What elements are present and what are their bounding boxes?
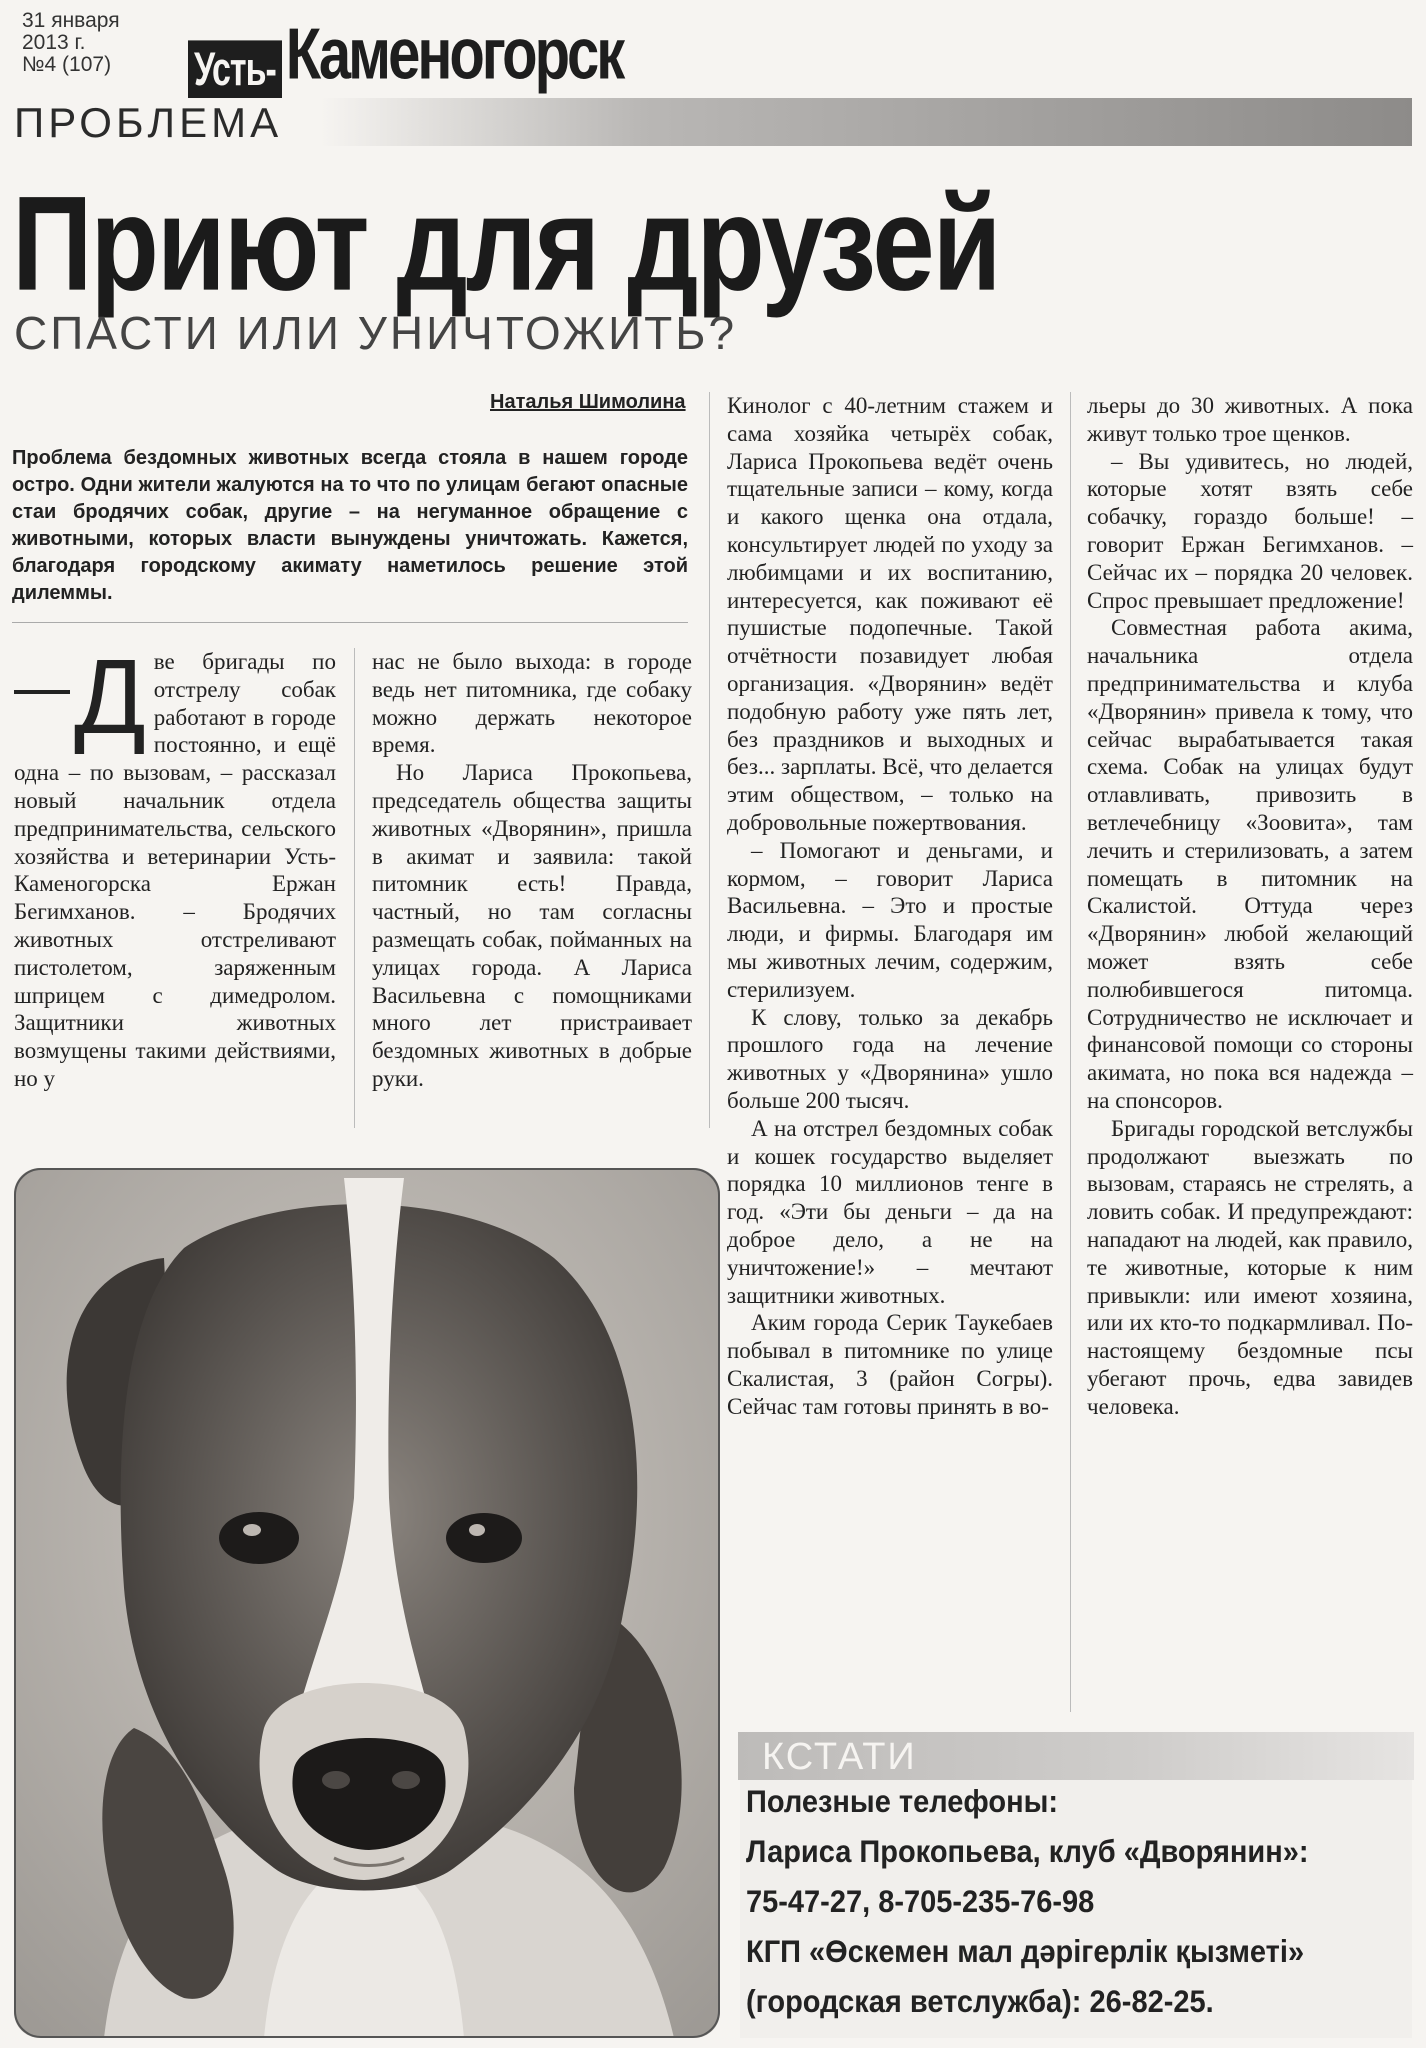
sidebar-line: Лариса Прокопьева, клуб «Дворянин»: — [746, 1834, 1309, 1870]
dialogue-dash — [14, 690, 70, 694]
paragraph: – Вы удивитесь, но людей, которые хотят взять себе собачку, гораздо больше! – говорит Ержан Бегимханов. – Сейчас их – порядка 20 человек. Спрос превышает предложение! — [1087, 448, 1413, 613]
paragraph: Но Лариса Прокопьева, председатель общества защиты животных «Дворянин», пришла в акимат и заявила: такой питомник есть! Правда, частный, но там согласны размещать собак, пойманных на улицах города. А Лариса Васильевна с помощниками много лет пристраивает бездомных животных в добрые руки. — [372, 760, 692, 1091]
article-column-4 — [1087, 392, 1413, 1420]
masthead-logo — [188, 13, 623, 97]
paragraph: Бригады городской ветслужбы продолжают выезжать по вызовам, стараясь не стрелять, а ловить собак. И предупреждают: нападают на людей, как правило, те животные, которые к ним привыкли: или имеют хозяина, или их кто-то подкармливал. По-настоящему бездомные псы убегают прочь, едва завидев человека. — [1087, 1115, 1413, 1419]
section-rubric: ПРОБЛЕМА — [14, 99, 283, 146]
paragraph: Совместная работа акима, начальника отдела предпринимательства и клуба «Дворянин» привела к тому, что сейчас вырабатывается такая схема. Собак на улицах будут отлавливать, привозить в ветлечебницу «Зоовита», там лечить и стерилизовать, а затем помещать в питомник на Скалистой. Оттуда через «Дворянин» любой желающий может взять себе полюбившегося питомца. Сотрудничество не исключает и финансовой помощи со стороны акимата, но пока вся надежда – на спонсоров. — [1087, 615, 1413, 1113]
article-column-1 — [14, 638, 336, 1093]
sidebar-phone-line: (городская ветслужба): 26-82-25. — [746, 1984, 1214, 2020]
paragraph: Аким города Серик Таукебаев побывал в питомнике по улице Скалистая, 3 (район Согры). Сейчас там готовы принять в во- — [727, 1310, 1053, 1419]
article-column-2 — [372, 648, 692, 1093]
article-byline: Наталья Шимолина — [490, 391, 686, 413]
article-headline: Приют для друзей — [12, 168, 1000, 319]
lead-divider — [12, 622, 688, 623]
issue-dateline: 31 января 2013 г. №4 (107) — [22, 9, 120, 76]
drop-cap: Д — [74, 638, 146, 756]
sidebar-line: Полезные телефоны: — [746, 1784, 1059, 1820]
article-subhead: СПАСТИ ИЛИ УНИЧТОЖИТЬ? — [14, 307, 738, 359]
paragraph: – Помогают и деньгами, и кормом, – говорит Лариса Васильевна. – Это и простые люди, и фирмы. Благодаря им мы животных лечим, содержим, стерилизуем. — [727, 837, 1053, 1002]
article-lead: Проблема бездомных животных всегда стояла в нашем городе остро. Одни жители жалуются на то что по улицам бегают опасные стаи бродячих собак, другие – на негуманное обращение с животными, которых власти вынуждены уничтожать. Кажется, благодаря городскому акимату наметилось решение этой дилеммы. — [12, 447, 688, 604]
column-rule — [1070, 392, 1071, 1712]
paragraph: К слову, только за декабрь прошлого года на лечение животных у «Дворянина» ушло больше 200 тысяч. — [727, 1004, 1053, 1113]
dog-photo — [14, 1168, 720, 2038]
paragraph: Кинолог с 40-летним стажем и сама хозяйка четырёх собак, Лариса Прокопьева ведёт очень тщательные записи – кому, когда и какого щенка она отдала, консультирует людей по уходу за любимцами и их воспитанию, интересуется, как поживают её пушистые подопечные. Такой отчётности позавидует любая организация. «Дворянин» ведёт подобную работу уже пять лет, без праздников и выходных и без... зарплаты. Всё, что делается этим обществом, – только на добровольные пожертвования. — [727, 393, 1053, 835]
masthead-prefix: Усть- — [188, 40, 282, 100]
masthead-title: Каменогорск — [285, 13, 623, 95]
paragraph: льеры до 30 животных. А пока живут только трое щенков. — [1087, 393, 1413, 446]
article-column-3 — [727, 392, 1053, 1420]
column-rule — [354, 648, 355, 1128]
paragraph: ве бригады по отстрелу собак работают в городе постоянно, и ещё одна – по вызовам, – рассказал новый начальник отдела предпринимательства, сельского хозяйства и ветеринарии Усть-Каменогорска Ержан Бегимханов. – Бродячих животных отстреливают пистолетом, заряженным шприцем с димедролом. Защитники животных возмущены такими действиями, но у — [14, 649, 336, 1091]
column-rule — [709, 392, 710, 1128]
sidebar-phone-line: 75-47-27, 8-705-235-76-98 — [746, 1884, 1095, 1920]
paragraph: А на отстрел бездомных собак и кошек государство выделяет порядка 10 миллионов тенге в год. «Эти бы деньги – да на доброе дело, а не на уничтожение!» – мечтают защитники животных. — [727, 1115, 1053, 1308]
sidebar-heading: КСТАТИ — [762, 1736, 917, 1778]
sidebar-line: КГП «Өскемен мал дәрігерлік қызметі» — [746, 1934, 1305, 1970]
paragraph: нас не было выхода: в городе ведь нет питомника, где собаку можно держать некоторое время. — [372, 649, 692, 758]
